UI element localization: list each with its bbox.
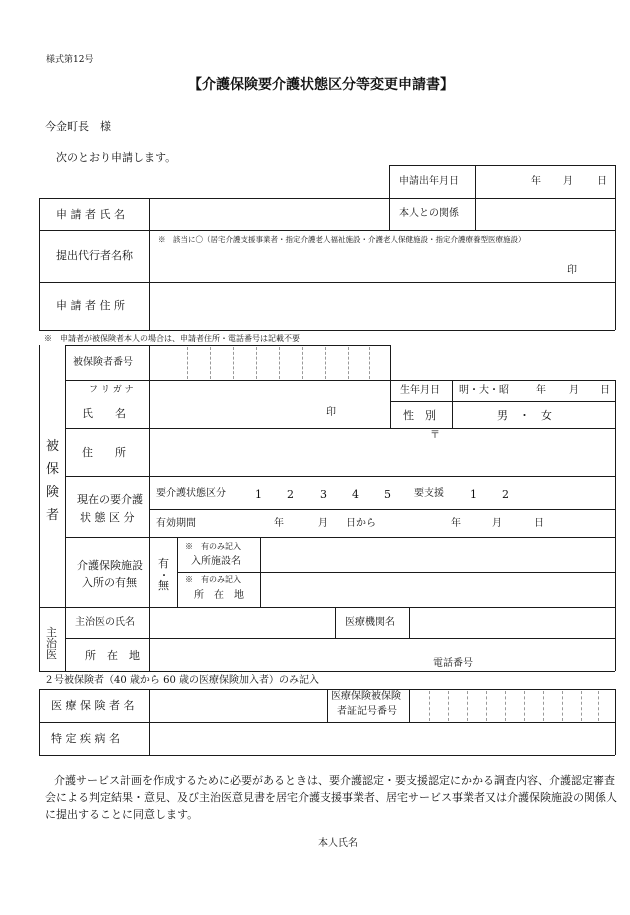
support-level-2: 2: [502, 488, 509, 501]
intro-text: 次のとおり申請します。: [56, 151, 177, 164]
facility-name-note: ※ 有のみ記入: [185, 542, 241, 551]
validity-to-year: 年: [451, 518, 461, 529]
support-label: 要支援: [414, 488, 444, 499]
consent-line-1: 介護サービス計画を作成するために必要があるときは、要介護認定・要支援認定にかかる調査内容、介護認定審査: [54, 774, 615, 787]
agent-seal: 印: [567, 265, 577, 276]
facility-name-label: 入所施設名: [191, 556, 241, 567]
postal-mark: 〒: [430, 430, 440, 441]
birth-day: 日: [600, 385, 610, 396]
form-number: 様式第12号: [46, 55, 94, 65]
facility-label-1: 介護保険施設: [77, 559, 143, 572]
insured-section-label-1: 被: [46, 439, 60, 454]
cert-number-label-2: 者証記号番号: [337, 706, 397, 717]
doctor-section-label-3: 医: [46, 648, 57, 661]
doctor-phone-label: 電話番号: [433, 658, 473, 669]
insured-section-label-2: 保: [46, 462, 60, 477]
application-date-month: 月: [563, 176, 573, 187]
care-level-1: 1: [255, 488, 262, 501]
validity-to-day: 日: [534, 518, 544, 529]
relation-label: 本人との関係: [399, 208, 459, 219]
application-date-label: 申請出年月日: [399, 176, 459, 187]
applicant-note: ※ 申請者が被保険者本人の場合は、申請者住所・電話番号は記載不要: [44, 334, 300, 343]
care-status-label-1: 現在の要介護: [77, 493, 143, 506]
doctor-address-label: 所 在 地: [85, 649, 140, 662]
insured-number-label: 被保険者番号: [73, 357, 133, 368]
consent-line-3: に提出することに同意します。: [45, 808, 199, 821]
consent-line-2: 会による判定結果・意見、及び主治医意見書を居宅介護支援事業者、居宅サービス事業者又は介護保険施設の関係人: [45, 791, 617, 804]
care-level-label: 要介護状態区分: [156, 488, 226, 499]
addressee: 今金町長 様: [45, 120, 111, 133]
signature-label: 本人氏名: [318, 838, 358, 849]
birth-month: 月: [569, 385, 579, 396]
doctor-name-label: 主治医の氏名: [75, 617, 135, 628]
applicant-name-label: 申 請 者 氏 名: [56, 208, 125, 221]
care-level-5: 5: [384, 488, 391, 501]
cert-number-label-1: 医療保険被保険: [331, 691, 401, 702]
facility-yes: 有: [158, 557, 169, 570]
birth-year: 年: [536, 385, 546, 396]
agent-note: ※ 該当に〇（居宅介護支援事業者・指定介護老人福祉施設・介護老人保健施設・指定介護療養型医療施設）: [158, 235, 526, 244]
insurer-name-label: 医 療 保 険 者 名: [51, 699, 135, 712]
facility-label-2: 入所の有無: [82, 576, 137, 589]
care-level-2: 2: [287, 488, 294, 501]
sex-label: 性 別: [403, 409, 436, 422]
type2-note: ２号被保険者（40 歳から 60 歳の医療保険加入者）のみ記入: [44, 675, 319, 686]
birth-date-label: 生年月日: [400, 385, 440, 396]
application-date-year: 年: [531, 176, 541, 187]
application-date-day: 日: [597, 176, 607, 187]
facility-dot: ・: [159, 571, 169, 582]
agent-name-label: 提出代行者名称: [56, 249, 133, 262]
validity-to-month: 月: [492, 518, 502, 529]
furigana-label: フ リ ガ ナ: [89, 385, 134, 395]
validity-from-month: 月: [318, 518, 328, 529]
insured-seal: 印: [326, 407, 336, 418]
disease-name-label: 特 定 疾 病 名: [51, 732, 120, 745]
support-level-1: 1: [470, 488, 477, 501]
applicant-address-label: 申 請 者 住 所: [56, 299, 125, 312]
validity-from-day: 日から: [346, 518, 376, 529]
institution-label: 医療機関名: [345, 617, 395, 628]
sex-options: 男 ・ 女: [497, 409, 552, 422]
insured-name-label: 氏 名: [82, 407, 126, 420]
facility-address-note: ※ 有のみ記入: [185, 575, 241, 584]
validity-from-year: 年: [274, 518, 284, 529]
insured-address-label: 住 所: [82, 446, 126, 459]
insured-section-label-4: 者: [46, 508, 60, 523]
doctor-section-label-2: 治: [46, 637, 57, 650]
care-level-3: 3: [320, 488, 327, 501]
page-title: 【介護保険要介護状態区分等変更申請書】: [188, 77, 454, 93]
facility-address-label: 所 在 地: [194, 590, 244, 601]
care-level-4: 4: [352, 488, 359, 501]
insured-section-label-3: 険: [46, 485, 60, 500]
birth-eras: 明・大・昭: [459, 385, 509, 396]
facility-no: 無: [158, 579, 169, 592]
doctor-section-label-1: 主: [46, 626, 57, 639]
care-status-label-2: 状 態 区 分: [80, 511, 135, 524]
validity-label: 有効期間: [156, 518, 196, 529]
